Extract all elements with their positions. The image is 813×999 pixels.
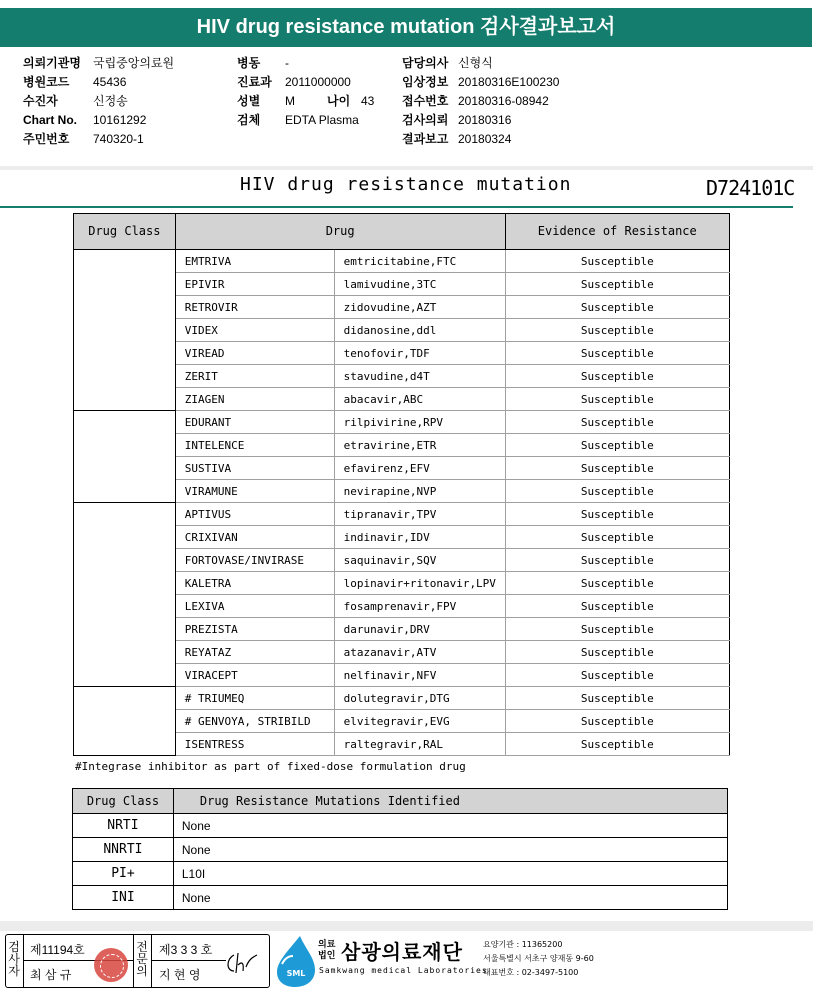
generic-name-cell: nevirapine,NVP: [334, 480, 505, 503]
info-value: 2011000000: [285, 75, 351, 89]
specialist-license: 제3 3 3 호: [159, 943, 213, 957]
generic-name-cell: raltegravir,RAL: [334, 733, 505, 756]
info-value: EDTA Plasma: [285, 113, 359, 127]
mutation-row: [73, 814, 728, 838]
evidence-cell: Susceptible: [505, 250, 729, 273]
generic-name-cell: nelfinavir,NFV: [334, 664, 505, 687]
mutation-class-cell: NNRTI: [73, 838, 174, 862]
patient-info-col2: [237, 54, 374, 130]
brand-name-cell: APTIVUS: [175, 503, 334, 526]
info-label: 접수번호: [402, 94, 449, 108]
info-value: 45436: [93, 75, 127, 89]
report-title: HIV drug resistance mutation: [240, 174, 572, 195]
integrase-footnote: #Integrase inhibitor as part of fixed-dose formulation drug: [75, 760, 466, 773]
patient-info-col1: [23, 54, 174, 149]
info-value: -: [285, 56, 289, 70]
evidence-cell: Susceptible: [505, 342, 729, 365]
mutation-row: [73, 886, 728, 910]
generic-name-cell: abacavir,ABC: [334, 388, 505, 411]
info-code: 요양기관 : 11365200: [483, 940, 563, 949]
logo-small-text: 의료법인: [318, 940, 336, 961]
brand-name-cell: EMTRIVA: [175, 250, 334, 273]
header-mutations: Drug Resistance Mutations Identified: [173, 789, 727, 814]
header-evidence: Evidence of Resistance: [505, 214, 729, 250]
mutation-value-cell: L10I: [173, 862, 727, 886]
brand-name-cell: FORTOVASE/INVIRASE: [175, 549, 334, 572]
brand-name-cell: CRIXIVAN: [175, 526, 334, 549]
evidence-cell: Susceptible: [505, 733, 729, 756]
generic-name-cell: darunavir,DRV: [334, 618, 505, 641]
logo-english: Samkwang medical Laboratories: [319, 966, 488, 975]
logo-name: 삼광의료재단: [341, 942, 463, 964]
drug-resistance-table: [73, 213, 730, 756]
evidence-cell: Susceptible: [505, 526, 729, 549]
info-label: 검체: [237, 113, 261, 127]
evidence-cell: Susceptible: [505, 273, 729, 296]
info-label: 주민번호: [23, 132, 70, 146]
evidence-cell: Susceptible: [505, 595, 729, 618]
info-value: M: [285, 94, 295, 108]
info-label: 성별: [237, 94, 261, 108]
info-phone: 대표번호 : 02-3497-5100: [483, 968, 579, 977]
brand-name-cell: EPIVIR: [175, 273, 334, 296]
mutation-class-cell: PI+: [73, 862, 174, 886]
mutation-row: [73, 838, 728, 862]
evidence-cell: Susceptible: [505, 296, 729, 319]
evidence-cell: Susceptible: [505, 687, 729, 710]
evidence-cell: Susceptible: [505, 503, 729, 526]
mutation-table: [72, 788, 728, 910]
evidence-cell: Susceptible: [505, 457, 729, 480]
generic-name-cell: zidovudine,AZT: [334, 296, 505, 319]
drug-class-cell: [74, 503, 176, 687]
brand-name-cell: VIREAD: [175, 342, 334, 365]
drug-row: [74, 503, 730, 526]
sml-badge-text: SML: [286, 969, 306, 978]
evidence-cell: Susceptible: [505, 664, 729, 687]
mutation-value-cell: None: [173, 838, 727, 862]
mutation-class-cell: INI: [73, 886, 174, 910]
generic-name-cell: fosamprenavir,FPV: [334, 595, 505, 618]
patient-info-col3: [402, 54, 559, 149]
header-drug-class: Drug Class: [74, 214, 176, 250]
mutation-row: [73, 862, 728, 886]
evidence-cell: Susceptible: [505, 388, 729, 411]
brand-name-cell: ZERIT: [175, 365, 334, 388]
sml-drop-icon: [273, 934, 319, 988]
evidence-cell: Susceptible: [505, 480, 729, 503]
info-value: 10161292: [93, 113, 147, 127]
header-drug: Drug: [175, 214, 505, 250]
info-value: 신형식: [458, 56, 493, 70]
generic-name-cell: saquinavir,SQV: [334, 549, 505, 572]
generic-name-cell: atazanavir,ATV: [334, 641, 505, 664]
report-header-title: HIV drug resistance mutation 검사결과보고서: [0, 8, 812, 47]
info-label: 결과보고: [402, 132, 449, 146]
info-label: 검사의뢰: [402, 113, 449, 127]
generic-name-cell: lopinavir+ritonavir,LPV: [334, 572, 505, 595]
tester-label: 검사자: [8, 940, 20, 978]
evidence-cell: Susceptible: [505, 434, 729, 457]
brand-name-cell: ZIAGEN: [175, 388, 334, 411]
title-underline: [0, 206, 793, 208]
section-divider: [0, 166, 813, 170]
tester-name: 최 삼 규: [30, 968, 72, 982]
evidence-cell: Susceptible: [505, 319, 729, 342]
generic-name-cell: rilpivirine,RPV: [334, 411, 505, 434]
info-value: 신정송: [93, 94, 128, 108]
brand-name-cell: PREZISTA: [175, 618, 334, 641]
report-code: D724101C: [706, 176, 795, 200]
drug-row: [74, 411, 730, 434]
generic-name-cell: stavudine,d4T: [334, 365, 505, 388]
evidence-cell: Susceptible: [505, 641, 729, 664]
info-label: 병동: [237, 56, 261, 70]
brand-name-cell: VIDEX: [175, 319, 334, 342]
drug-row: [74, 250, 730, 273]
evidence-cell: Susceptible: [505, 549, 729, 572]
info-label: 담당의사: [402, 56, 449, 70]
mutation-class-cell: NRTI: [73, 814, 174, 838]
info-value: 국립중앙의료원: [93, 56, 175, 70]
brand-name-cell: ISENTRESS: [175, 733, 334, 756]
brand-name-cell: INTELENCE: [175, 434, 334, 457]
generic-name-cell: lamivudine,3TC: [334, 273, 505, 296]
brand-name-cell: RETROVIR: [175, 296, 334, 319]
specialist-name: 지 현 영: [159, 968, 201, 982]
generic-name-cell: etravirine,ETR: [334, 434, 505, 457]
brand-name-cell: # GENVOYA, STRIBILD: [175, 710, 334, 733]
evidence-cell: Susceptible: [505, 710, 729, 733]
drug-class-cell: [74, 411, 176, 503]
mutation-value-cell: None: [173, 886, 727, 910]
drug-class-cell: [74, 687, 176, 756]
info-label: Chart No.: [23, 113, 77, 127]
generic-name-cell: tenofovir,TDF: [334, 342, 505, 365]
drug-row: [74, 687, 730, 710]
info-value: 20180316-08942: [458, 94, 549, 108]
info-value: 20180324: [458, 132, 512, 146]
info-label: 병원코드: [23, 75, 70, 89]
evidence-cell: Susceptible: [505, 411, 729, 434]
generic-name-cell: dolutegravir,DTG: [334, 687, 505, 710]
specialist-signature: [224, 949, 260, 977]
generic-name-cell: elvitegravir,EVG: [334, 710, 505, 733]
brand-name-cell: VIRAMUNE: [175, 480, 334, 503]
info-value: 740320-1: [93, 132, 144, 146]
footer-divider: [0, 921, 813, 931]
info-label: 진료과: [237, 75, 272, 89]
info-label: 임상정보: [402, 75, 449, 89]
brand-name-cell: # TRIUMEQ: [175, 687, 334, 710]
generic-name-cell: emtricitabine,FTC: [334, 250, 505, 273]
info-label: 수진자: [23, 94, 58, 108]
drug-class-cell: [74, 250, 176, 411]
evidence-cell: Susceptible: [505, 365, 729, 388]
mutation-value-cell: None: [173, 814, 727, 838]
generic-name-cell: didanosine,ddl: [334, 319, 505, 342]
brand-name-cell: EDURANT: [175, 411, 334, 434]
tester-license: 제11194호: [30, 943, 85, 957]
brand-name-cell: KALETRA: [175, 572, 334, 595]
info-value: 43: [361, 94, 375, 108]
generic-name-cell: efavirenz,EFV: [334, 457, 505, 480]
evidence-cell: Susceptible: [505, 618, 729, 641]
brand-name-cell: REYATAZ: [175, 641, 334, 664]
generic-name-cell: indinavir,IDV: [334, 526, 505, 549]
brand-name-cell: SUSTIVA: [175, 457, 334, 480]
brand-name-cell: VIRACEPT: [175, 664, 334, 687]
signature-box: [5, 934, 270, 988]
info-label: 나이: [327, 94, 351, 108]
tester-seal-inner: [100, 954, 124, 978]
info-value: 20180316E100230: [458, 75, 560, 89]
specialist-label: 전문의: [136, 940, 148, 978]
info-value: 20180316: [458, 113, 512, 127]
evidence-cell: Susceptible: [505, 572, 729, 595]
info-address: 서울특별시 서초구 양재동 9-60: [483, 954, 594, 963]
logo-info: [483, 938, 594, 980]
brand-name-cell: LEXIVA: [175, 595, 334, 618]
info-label: 의뢰기관명: [23, 56, 81, 70]
header-drug-class: Drug Class: [73, 789, 174, 814]
generic-name-cell: tipranavir,TPV: [334, 503, 505, 526]
